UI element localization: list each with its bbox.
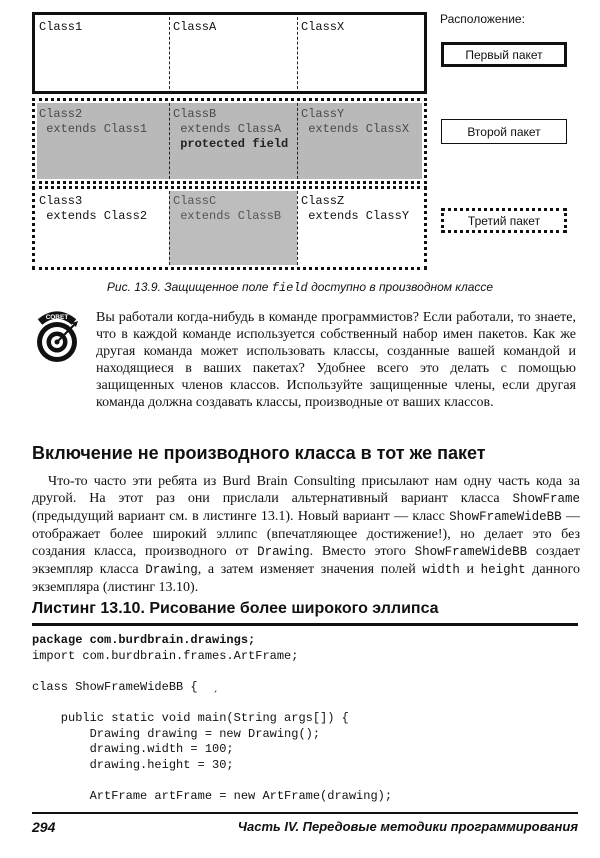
inline-code: Drawing [257,545,310,559]
code-line: drawing.width = 100; [32,742,234,757]
caption-suffix: доступно в производном классе [307,280,494,294]
classC-extends: extends ClassB [173,209,282,223]
package-1-box [32,12,427,94]
classZ-name: ClassZ [301,194,345,208]
page-number: 294 [32,819,56,835]
tip-text: Вы работали когда-нибудь в команде программистов? Если работали, то знаете, что в каждой команде используется собственный набор имен пакетов. Как же другая команда может использовать классы, созданные вашей командой и находящиеся в ваших пакетах? Удобнее всего это делать с помощью защищенных членов классов. Используйте защищенные члены, если другая команда должна создавать классы, производные от ваших классов. [96,310,576,410]
figure-caption [0,280,600,295]
classZ-extends: extends ClassY [301,209,410,223]
listing-title: Листинг 13.10. Рисование более широкого эллипса [32,600,439,617]
class-divider [297,191,298,265]
inline-code: ShowFrameWideBB [449,510,562,524]
text-run: Что-то часто эти ребята из Burd Brain Consulting присылают нам одну часть кода за другой. На этот раз они прислали альтернативный вариант класса [32,474,580,506]
classX-label: ClassX [301,20,345,34]
code-line: class ShowFrameWideBB { ˏ [32,679,220,694]
code-listing [32,633,392,805]
section-heading: Включение не производного класса в тот же пакет [32,443,486,463]
class-divider [169,191,170,265]
package-diagram-figure [0,0,600,300]
text-run: данного экземпляра (листинг 13.10). [32,562,581,595]
text-run: и [459,562,481,577]
legend-third-package: Третий пакет [441,208,567,233]
text-run: . Вместо этого [309,544,415,559]
class2-extends: extends Class1 [39,122,148,136]
inline-code: Drawing [145,563,198,577]
classB-protected-field: protected field [173,137,289,151]
code-line: import com.burdbrain.frames.ArtFrame; [32,648,299,663]
text-run: (предыдущий вариант см. в листинге 13.1). Новый вариант — класс [32,509,450,524]
classB-extends: extends ClassA [173,122,282,136]
text-run: , а затем изменяет значения полей [197,562,423,577]
class-divider [169,17,170,89]
code-line: Drawing drawing = new Drawing(); [32,726,321,741]
inline-code: height [480,563,526,577]
running-head: Часть IV. Передовые методики программирования [237,819,578,834]
caption-code: field [271,281,308,295]
legend-first-package: Первый пакет [441,42,567,67]
classB-name: ClassB [173,107,217,121]
listing-rule [32,623,578,626]
footer-rule [32,812,578,814]
code-line: ArtFrame artFrame = new ArtFrame(drawing); [32,788,393,803]
section-paragraph [32,473,580,596]
package-3-box [32,186,427,270]
inline-code: width [422,563,460,577]
caption-prefix: Рис. 13.9. Защищенное поле [106,280,272,294]
code-line: public static void main(String args[]) { [32,710,349,725]
class-divider [297,103,298,179]
inline-code: ShowFrame [512,492,580,506]
tip-target-icon [34,306,80,364]
legend-title: Расположение: [440,12,525,26]
class3-name: Class3 [39,194,83,208]
classC-name: ClassC [173,194,217,208]
class3-extends: extends Class2 [39,209,148,223]
class1-label: Class1 [39,20,83,34]
tip-badge-label: СОВЕТ [45,314,69,321]
code-line: package com.burdbrain.drawings; [32,633,256,647]
inline-code: ShowFrameWideBB [414,545,528,559]
package-2-box [32,98,427,184]
legend-second-package: Второй пакет [441,119,567,144]
classA-label: ClassA [173,20,217,34]
classY-extends: extends ClassX [301,122,410,136]
class-divider [297,17,298,89]
code-line: drawing.height = 30; [32,757,234,772]
text-run: — отображает более широкий эллипс (впечатляющее достижение!), но делает это без создания класса, производного от [32,509,581,559]
text-run: создает экземпляр класса [32,544,580,577]
class-divider [169,103,170,179]
classY-name: ClassY [301,107,345,121]
class2-name: Class2 [39,107,83,121]
